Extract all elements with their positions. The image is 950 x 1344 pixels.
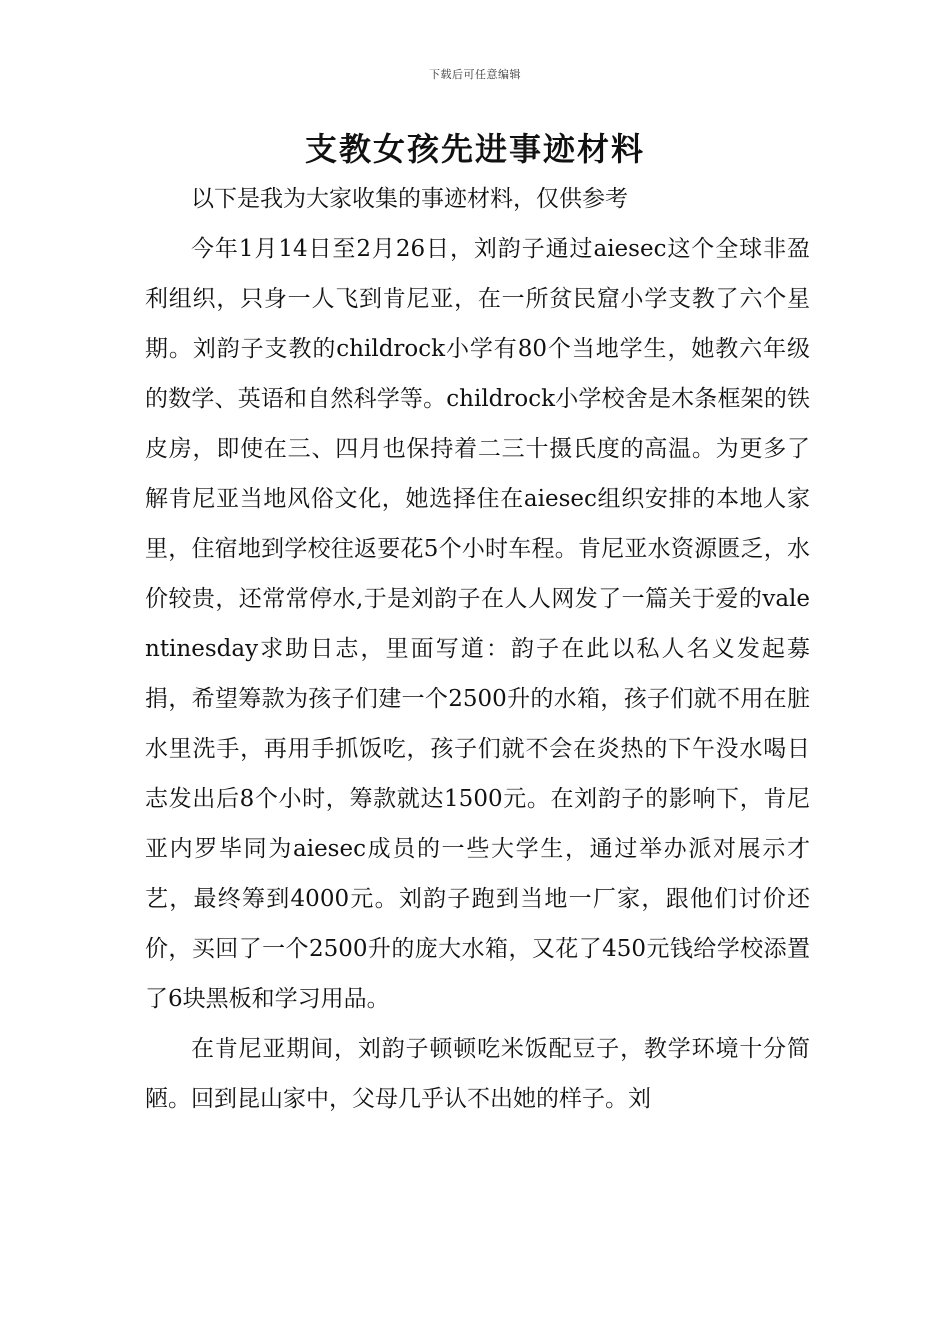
document-body <box>145 174 810 1124</box>
document-title: 支教女孩先进事迹材料 <box>304 130 645 168</box>
paragraph-continued: 在肯尼亚期间，刘韵子顿顿吃米饭配豆子，教学环境十分简陋。回到昆山家中，父母几乎认不出她的样子。刘 <box>145 1036 810 1112</box>
header-note: 下载后可任意编辑 <box>429 68 521 81</box>
paragraph-main: 今年1月14日至2月26日，刘韵子通过aiesec这个全球非盈利组织，只身一人飞到肯尼亚，在一所贫民窟小学支教了六个星期。刘韵子支教的childrock小学有80个当地学生，她教六年级的数学、英语和自然科学等。childrock小学校舍是木条框架的铁皮房，即使在三、四月也保持着二三十摄氏度的高温。为更多了解肯尼亚当地风俗文化，她选择住在aiesec组织安排的本地人家里，住宿地到学校往返要花5个小时车程。肯尼亚水资源匮乏，水价较贵，还常常停水,于是刘韵子在人人网发了一篇关于爱的valentinesday求助日志，里面写道：韵子在此以私人名义发起募捐，希望筹款为孩子们建一个2500升的水箱，孩子们就不用在脏水里洗手，再用手抓饭吃，孩子们就不会在炎热的下午没水喝日志发出后8个小时，筹款就达1500元。在刘韵子的影响下，肯尼亚内罗毕同为aiesec成员的一些大学生，通过举办派对展示才艺，最终筹到4000元。刘韵子跑到当地一厂家，跟他们讨价还价，买回了一个2500升的庞大水箱，又花了450元钱给学校添置了6块黑板和学习用品。 <box>145 236 810 1012</box>
paragraph-intro: 以下是我为大家收集的事迹材料，仅供参考 <box>191 186 628 212</box>
